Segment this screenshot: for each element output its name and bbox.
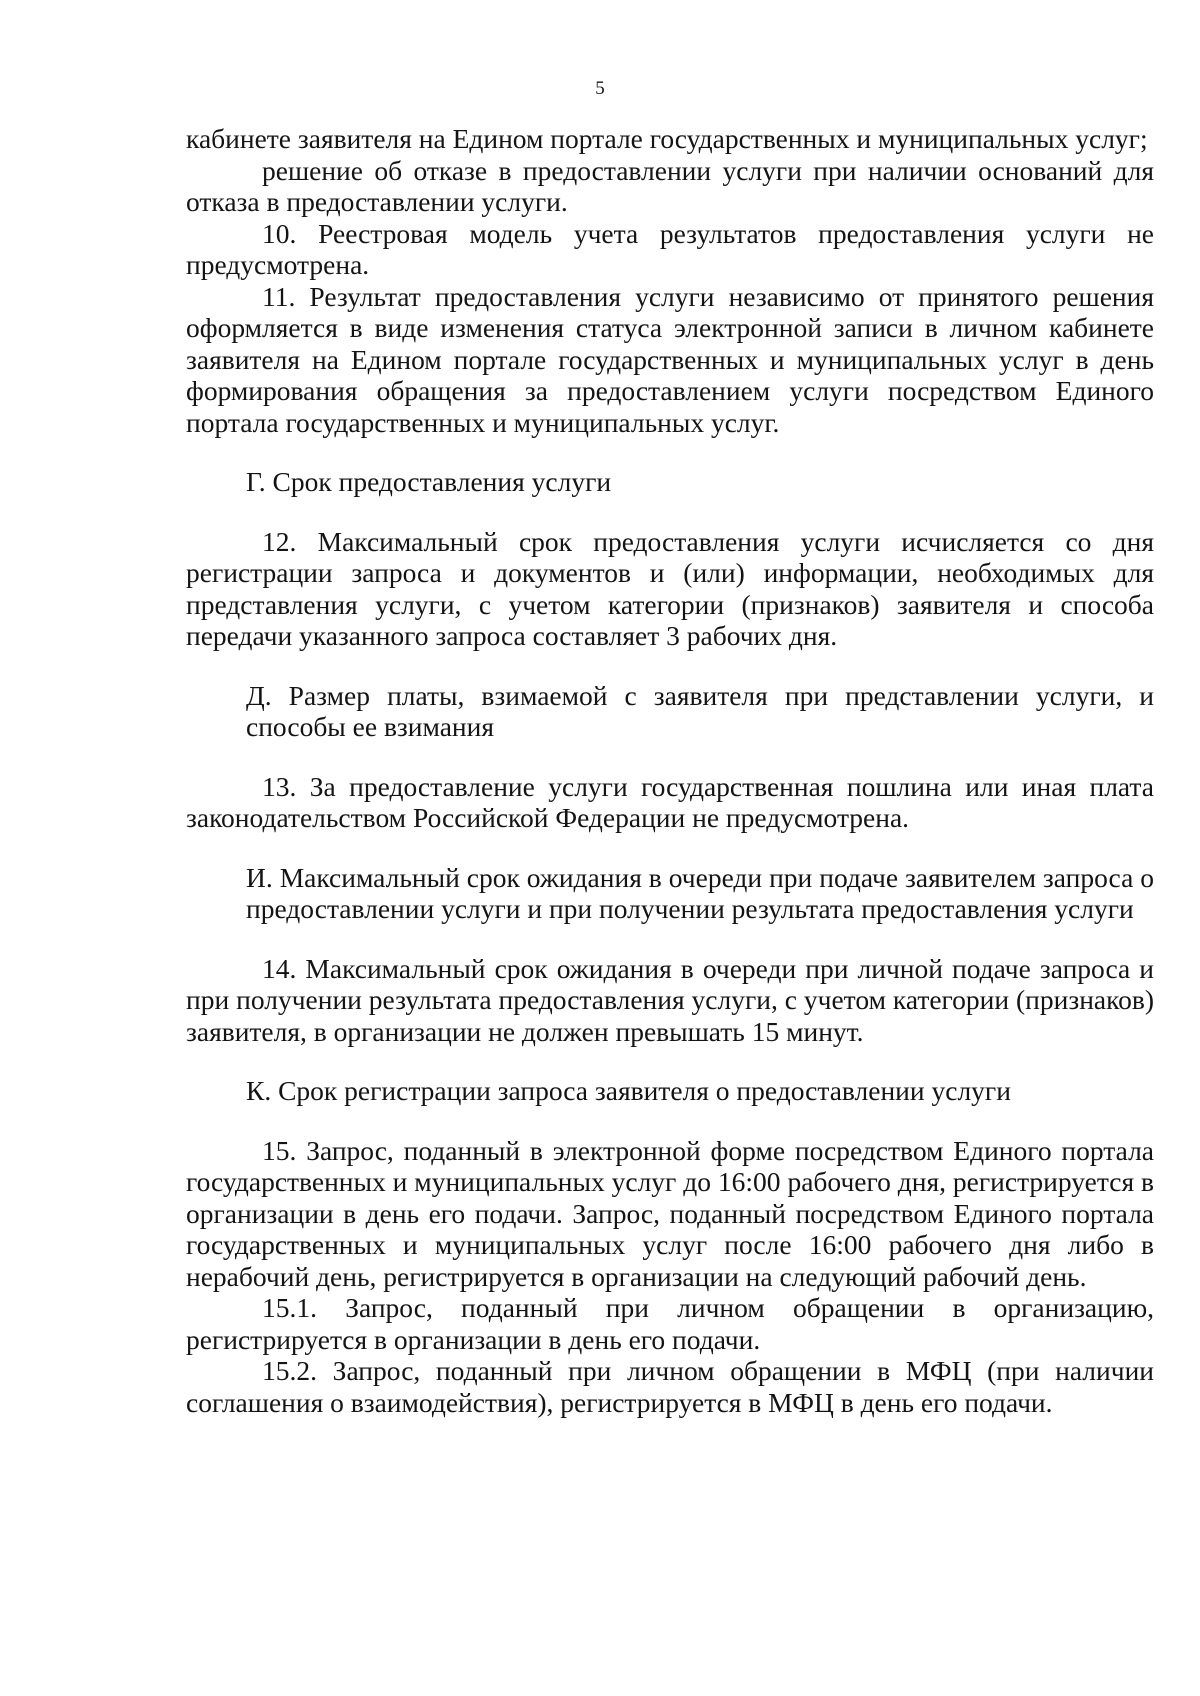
paragraph-12: 12. Максимальный срок предоставления услуги исчисляется со дня регистрации запроса и документов и (или) информации, необходимых для представления услуги, с учетом категории (признаков) заявителя и способа передачи указанного запроса составляет 3 рабочих дня. bbox=[186, 525, 1154, 651]
paragraph-15: 15. Запрос, поданный в электронной форме посредством Единого портала государственных и муниципальных услуг до 16:00 рабочего дня, регистрируется в организации в день его подачи. Запрос, поданный посредством Единого портала государственных и муниципальных услуг после 16:00 рабочего дня либо в нерабочий день, регистрируется в организации на следующий рабочий день. bbox=[186, 1134, 1154, 1292]
paragraph-refusal-decision: решение об отказе в предоставлении услуги при наличии оснований для отказа в предоставлении услуги. bbox=[186, 154, 1154, 217]
document-body bbox=[186, 123, 1154, 1418]
paragraph-15-2: 15.2. Запрос, поданный при личном обращении в МФЦ (при наличии соглашения о взаимодействия), регистрируется в МФЦ в день его подачи. bbox=[186, 1355, 1154, 1418]
paragraph-14: 14. Максимальный срок ожидания в очереди при личной подаче запроса и при получении результата предоставления услуги, с учетом категории (признаков) заявителя, в организации не должен превышать 15 минут. bbox=[186, 952, 1154, 1047]
page-number: 5 bbox=[595, 78, 605, 99]
paragraph-15-1: 15.1. Запрос, поданный при личном обращении в организацию, регистрируется в организации в день его подачи. bbox=[186, 1292, 1154, 1355]
paragraph-continuation: кабинете заявителя на Едином портале государственных и муниципальных услуг; bbox=[186, 123, 1148, 154]
section-heading-k: К. Срок регистрации запроса заявителя о предоставлении услуги bbox=[246, 1075, 1011, 1106]
paragraph-13: 13. За предоставление услуги государственная пошлина или иная плата законодательством Российской Федерации не предусмотрена. bbox=[186, 770, 1154, 833]
paragraph-11: 11. Результат предоставления услуги независимо от принятого решения оформляется в виде изменения статуса электронной записи в личном кабинете заявителя на Едином портале государственных и муниципальных услуг в день формирования обращения за предоставлением услуги посредством Единого портала государственных и муниципальных услуг. bbox=[186, 280, 1154, 438]
section-heading-i: И. Максимальный срок ожидания в очереди при подаче заявителем запроса о предоставлении услуги и при получении результата предоставления услуги bbox=[246, 861, 1154, 924]
section-heading-d: Д. Размер платы, взимаемой с заявителя при представлении услуги, и способы ее взимания bbox=[246, 679, 1154, 742]
paragraph-10: 10. Реестровая модель учета результатов предоставления услуги не предусмотрена. bbox=[186, 217, 1154, 280]
section-heading-g: Г. Срок предоставления услуги bbox=[246, 466, 612, 497]
